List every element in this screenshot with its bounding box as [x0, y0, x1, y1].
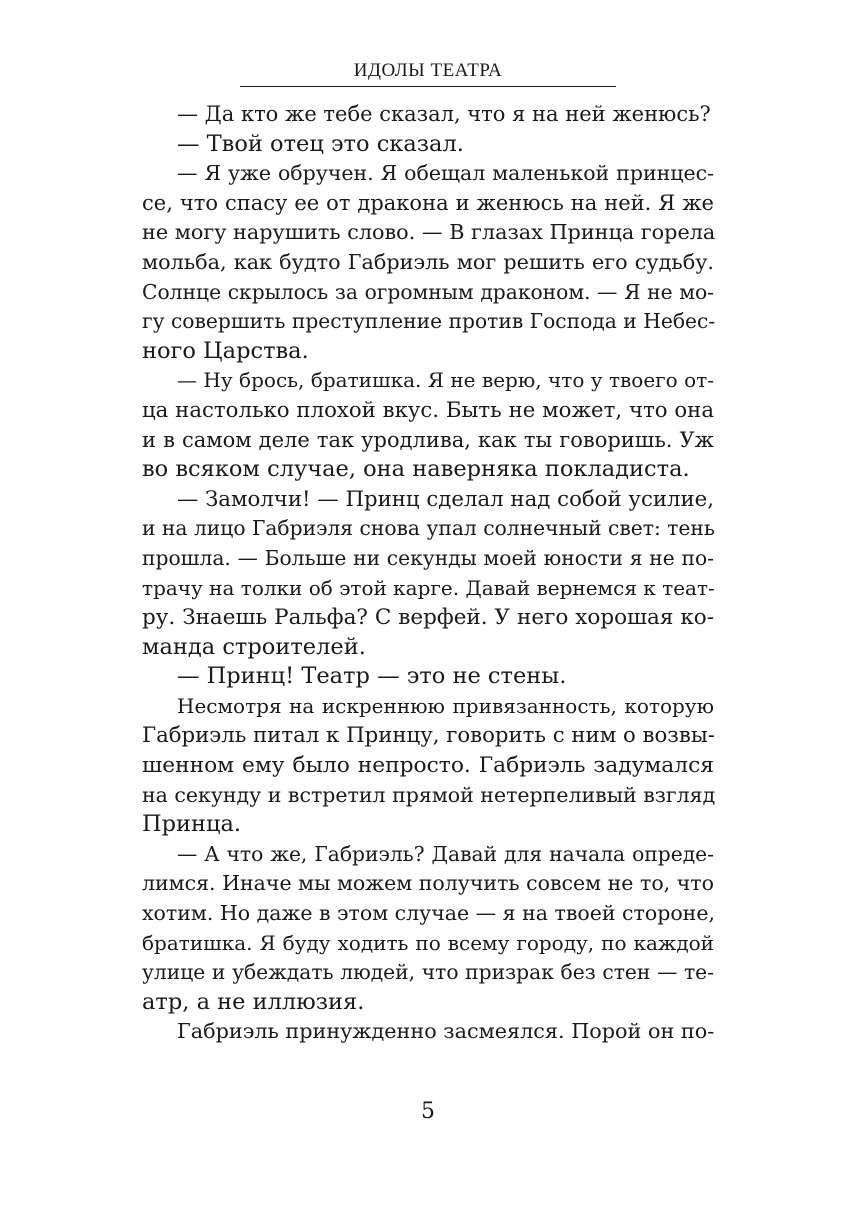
text-line: не могу нарушить слово. — В глазах Принца горела: [142, 220, 716, 245]
text-line: трачу на толки об этой карге. Давай вернемся к теат-: [142, 575, 715, 600]
text-line: ру. Знаешь Ральфа? С верфей. У него хорошая ко-: [142, 605, 714, 631]
text-line: во всяком случае, она наверняка покладиста.: [142, 456, 690, 483]
page-number: 5: [421, 1099, 435, 1124]
text-line: — Ну брось, братишка. Я не верю, что у твоего от-: [177, 368, 714, 393]
text-line: на секунду и встретил прямой нетерпеливый взгляд: [142, 782, 716, 807]
text-line: шенном ему было непросто. Габриэль задумался: [142, 753, 714, 779]
text-line: ца настолько плохой вкус. Быть не может, что она: [142, 397, 714, 423]
text-line: — Я уже обручен. Я обещал маленькой принцес-: [177, 161, 714, 186]
text-line: братишка. Я буду ходить по всему городу, по каждой: [142, 930, 714, 955]
text-line: гу совершить преступление против Господа и Небес-: [142, 309, 716, 334]
text-line: ного Царства.: [142, 337, 309, 364]
text-line: Габриэль принужденно засмеялся. Порой он по-: [177, 1019, 715, 1044]
text-line: хотим. Но даже в этом случае — я на твоей стороне,: [142, 901, 715, 926]
text-line: се, что спасу ее от дракона и женюсь на ней. Я же: [142, 190, 714, 215]
text-line: Принца.: [142, 811, 242, 838]
text-line: — Да кто же тебе сказал, что я на ней женюсь?: [177, 102, 711, 126]
text-line: манда строителей.: [142, 633, 366, 660]
text-line: Несмотря на искреннюю привязанность, которую: [177, 693, 714, 718]
text-line: Солнце скрылось за огромным драконом. — Я не мо-: [142, 279, 714, 304]
running-head: ИДОЛЫ ТЕАТРА: [353, 60, 503, 81]
text-line: улице и убеждать людей, что призрак без стен — те-: [142, 960, 714, 985]
text-line: — Замолчи! — Принц сделал над собой усилие,: [177, 486, 714, 512]
text-line: мольба, как будто Габриэль мог решить его судьбу.: [142, 249, 714, 274]
text-line: и на лицо Габриэля снова упал солнечный свет: тень: [142, 516, 715, 541]
text-line: прошла. — Больше ни секунды моей юности я не по-: [142, 545, 714, 570]
text-line: — Твой отец это сказал.: [177, 130, 464, 157]
text-line: лимся. Иначе мы можем получить совсем не то, что: [142, 871, 714, 896]
text-line: — Принц! Театр — это не стены.: [177, 663, 567, 690]
text-line: и в самом деле так уродлива, как ты говоришь. Уж: [142, 427, 714, 452]
text-column: [142, 100, 714, 1047]
text-line: — А что же, Габриэль? Давай для начала опреде-: [177, 841, 714, 866]
running-head-rule: [240, 86, 616, 87]
text-line: атр, а не иллюзия.: [142, 988, 365, 1015]
text-line: Габриэль питал к Принцу, говорить с ним о возвы-: [142, 723, 715, 749]
